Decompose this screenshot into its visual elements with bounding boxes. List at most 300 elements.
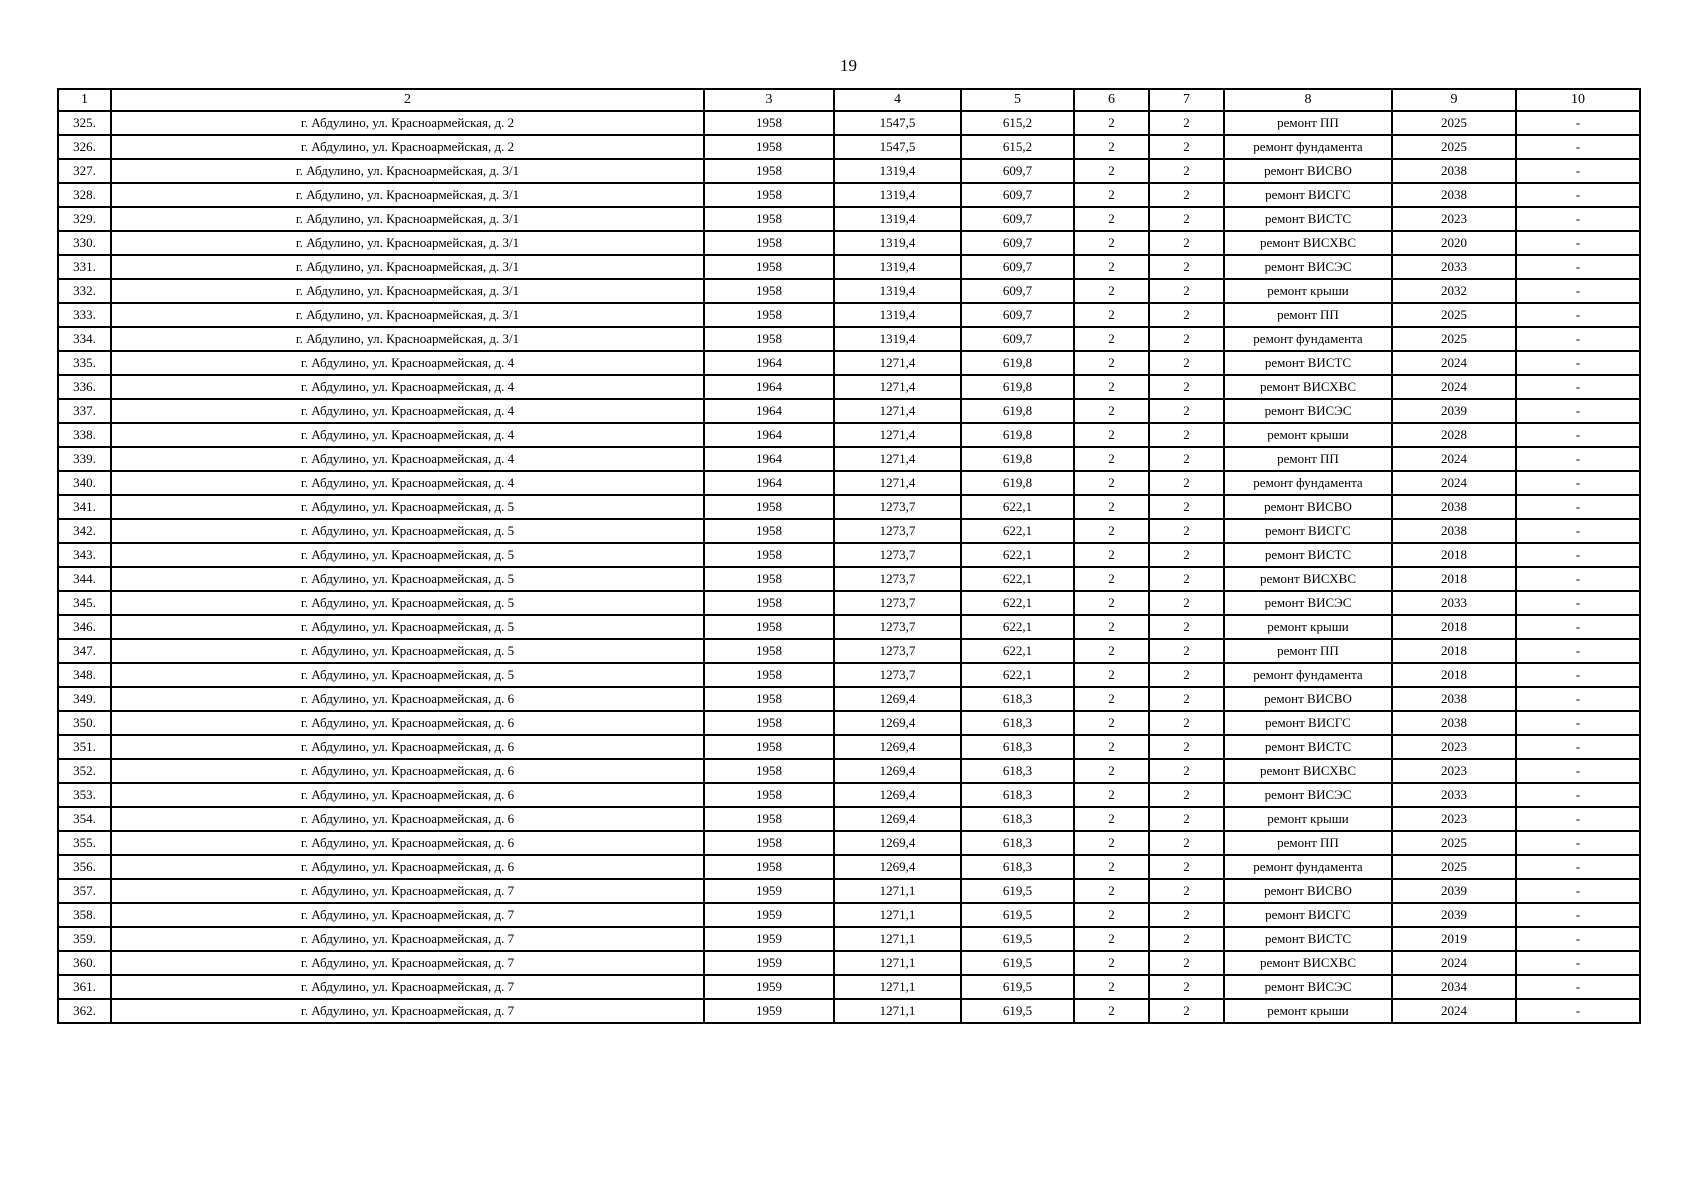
year-cell: 1959 xyxy=(704,903,834,927)
note-cell: - xyxy=(1516,255,1640,279)
table-row xyxy=(58,591,1640,615)
year-cell: 1958 xyxy=(704,855,834,879)
row-number-cell: 361. xyxy=(58,975,111,999)
row-number-cell: 330. xyxy=(58,231,111,255)
floors-cell: 2 xyxy=(1074,951,1149,975)
row-number-cell: 344. xyxy=(58,567,111,591)
table-row xyxy=(58,207,1640,231)
address-cell: г. Абдулино, ул. Красноармейская, д. 3/1 xyxy=(111,207,704,231)
note-cell: - xyxy=(1516,807,1640,831)
planned-year-cell: 2024 xyxy=(1392,447,1516,471)
total-area-cell: 1271,1 xyxy=(834,975,961,999)
table-row xyxy=(58,639,1640,663)
year-cell: 1958 xyxy=(704,255,834,279)
year-cell: 1958 xyxy=(704,735,834,759)
planned-year-cell: 2038 xyxy=(1392,687,1516,711)
row-number-cell: 342. xyxy=(58,519,111,543)
address-cell: г. Абдулино, ул. Красноармейская, д. 5 xyxy=(111,519,704,543)
entrances-cell: 2 xyxy=(1149,735,1224,759)
row-number-cell: 352. xyxy=(58,759,111,783)
entrances-cell: 2 xyxy=(1149,927,1224,951)
work-type-cell: ремонт ВИСГС xyxy=(1224,711,1392,735)
column-header: 10 xyxy=(1516,89,1640,111)
year-cell: 1964 xyxy=(704,447,834,471)
entrances-cell: 2 xyxy=(1149,231,1224,255)
total-area-cell: 1269,4 xyxy=(834,783,961,807)
floors-cell: 2 xyxy=(1074,327,1149,351)
entrances-cell: 2 xyxy=(1149,855,1224,879)
year-cell: 1958 xyxy=(704,543,834,567)
total-area-cell: 1271,1 xyxy=(834,999,961,1023)
table-row xyxy=(58,423,1640,447)
address-cell: г. Абдулино, ул. Красноармейская, д. 7 xyxy=(111,975,704,999)
living-area-cell: 618,3 xyxy=(961,759,1074,783)
row-number-cell: 355. xyxy=(58,831,111,855)
row-number-cell: 345. xyxy=(58,591,111,615)
year-cell: 1964 xyxy=(704,423,834,447)
floors-cell: 2 xyxy=(1074,855,1149,879)
floors-cell: 2 xyxy=(1074,543,1149,567)
column-header: 5 xyxy=(961,89,1074,111)
work-type-cell: ремонт ВИСЭС xyxy=(1224,591,1392,615)
year-cell: 1958 xyxy=(704,807,834,831)
address-cell: г. Абдулино, ул. Красноармейская, д. 4 xyxy=(111,399,704,423)
table-row xyxy=(58,759,1640,783)
year-cell: 1958 xyxy=(704,207,834,231)
living-area-cell: 609,7 xyxy=(961,231,1074,255)
row-number-cell: 350. xyxy=(58,711,111,735)
planned-year-cell: 2033 xyxy=(1392,783,1516,807)
living-area-cell: 618,3 xyxy=(961,831,1074,855)
planned-year-cell: 2033 xyxy=(1392,591,1516,615)
table-row xyxy=(58,495,1640,519)
work-type-cell: ремонт ВИСХВС xyxy=(1224,231,1392,255)
row-number-cell: 334. xyxy=(58,327,111,351)
planned-year-cell: 2023 xyxy=(1392,735,1516,759)
floors-cell: 2 xyxy=(1074,255,1149,279)
living-area-cell: 615,2 xyxy=(961,135,1074,159)
planned-year-cell: 2033 xyxy=(1392,255,1516,279)
total-area-cell: 1273,7 xyxy=(834,663,961,687)
address-cell: г. Абдулино, ул. Красноармейская, д. 3/1 xyxy=(111,255,704,279)
note-cell: - xyxy=(1516,615,1640,639)
total-area-cell: 1271,4 xyxy=(834,351,961,375)
year-cell: 1959 xyxy=(704,951,834,975)
note-cell: - xyxy=(1516,711,1640,735)
living-area-cell: 619,8 xyxy=(961,423,1074,447)
table-row xyxy=(58,855,1640,879)
planned-year-cell: 2038 xyxy=(1392,495,1516,519)
table-row xyxy=(58,135,1640,159)
table-row xyxy=(58,255,1640,279)
table-row xyxy=(58,375,1640,399)
row-number-cell: 349. xyxy=(58,687,111,711)
planned-year-cell: 2028 xyxy=(1392,423,1516,447)
planned-year-cell: 2018 xyxy=(1392,663,1516,687)
row-number-cell: 357. xyxy=(58,879,111,903)
note-cell: - xyxy=(1516,135,1640,159)
year-cell: 1958 xyxy=(704,135,834,159)
entrances-cell: 2 xyxy=(1149,951,1224,975)
address-cell: г. Абдулино, ул. Красноармейская, д. 6 xyxy=(111,735,704,759)
work-type-cell: ремонт ВИСТС xyxy=(1224,735,1392,759)
total-area-cell: 1319,4 xyxy=(834,207,961,231)
work-type-cell: ремонт ВИСТС xyxy=(1224,351,1392,375)
row-number-cell: 360. xyxy=(58,951,111,975)
entrances-cell: 2 xyxy=(1149,999,1224,1023)
living-area-cell: 622,1 xyxy=(961,519,1074,543)
work-type-cell: ремонт ВИСХВС xyxy=(1224,759,1392,783)
table-row xyxy=(58,879,1640,903)
work-type-cell: ремонт крыши xyxy=(1224,807,1392,831)
table-body xyxy=(58,111,1640,1023)
entrances-cell: 2 xyxy=(1149,447,1224,471)
planned-year-cell: 2024 xyxy=(1392,999,1516,1023)
planned-year-cell: 2023 xyxy=(1392,207,1516,231)
table-row xyxy=(58,711,1640,735)
note-cell: - xyxy=(1516,855,1640,879)
address-cell: г. Абдулино, ул. Красноармейская, д. 6 xyxy=(111,783,704,807)
address-cell: г. Абдулино, ул. Красноармейская, д. 4 xyxy=(111,471,704,495)
total-area-cell: 1269,4 xyxy=(834,759,961,783)
living-area-cell: 609,7 xyxy=(961,183,1074,207)
total-area-cell: 1271,4 xyxy=(834,471,961,495)
table-row xyxy=(58,615,1640,639)
year-cell: 1964 xyxy=(704,375,834,399)
note-cell: - xyxy=(1516,783,1640,807)
row-number-cell: 343. xyxy=(58,543,111,567)
table-row xyxy=(58,567,1640,591)
column-header: 8 xyxy=(1224,89,1392,111)
year-cell: 1964 xyxy=(704,399,834,423)
row-number-cell: 337. xyxy=(58,399,111,423)
address-cell: г. Абдулино, ул. Красноармейская, д. 6 xyxy=(111,759,704,783)
year-cell: 1958 xyxy=(704,591,834,615)
row-number-cell: 346. xyxy=(58,615,111,639)
table-row xyxy=(58,903,1640,927)
floors-cell: 2 xyxy=(1074,423,1149,447)
total-area-cell: 1273,7 xyxy=(834,591,961,615)
living-area-cell: 622,1 xyxy=(961,615,1074,639)
column-header: 4 xyxy=(834,89,961,111)
address-cell: г. Абдулино, ул. Красноармейская, д. 3/1 xyxy=(111,159,704,183)
address-cell: г. Абдулино, ул. Красноармейская, д. 5 xyxy=(111,615,704,639)
column-header: 2 xyxy=(111,89,704,111)
note-cell: - xyxy=(1516,111,1640,135)
total-area-cell: 1269,4 xyxy=(834,687,961,711)
floors-cell: 2 xyxy=(1074,495,1149,519)
entrances-cell: 2 xyxy=(1149,831,1224,855)
row-number-cell: 328. xyxy=(58,183,111,207)
address-cell: г. Абдулино, ул. Красноармейская, д. 7 xyxy=(111,879,704,903)
planned-year-cell: 2025 xyxy=(1392,831,1516,855)
floors-cell: 2 xyxy=(1074,807,1149,831)
living-area-cell: 619,5 xyxy=(961,879,1074,903)
work-type-cell: ремонт ПП xyxy=(1224,639,1392,663)
entrances-cell: 2 xyxy=(1149,111,1224,135)
work-type-cell: ремонт ВИСВО xyxy=(1224,495,1392,519)
floors-cell: 2 xyxy=(1074,159,1149,183)
table-row xyxy=(58,111,1640,135)
floors-cell: 2 xyxy=(1074,711,1149,735)
living-area-cell: 622,1 xyxy=(961,639,1074,663)
row-number-cell: 348. xyxy=(58,663,111,687)
total-area-cell: 1319,4 xyxy=(834,255,961,279)
floors-cell: 2 xyxy=(1074,687,1149,711)
year-cell: 1958 xyxy=(704,687,834,711)
living-area-cell: 609,7 xyxy=(961,327,1074,351)
work-type-cell: ремонт ВИСТС xyxy=(1224,207,1392,231)
living-area-cell: 622,1 xyxy=(961,591,1074,615)
living-area-cell: 622,1 xyxy=(961,567,1074,591)
year-cell: 1959 xyxy=(704,879,834,903)
table-row xyxy=(58,303,1640,327)
total-area-cell: 1269,4 xyxy=(834,855,961,879)
note-cell: - xyxy=(1516,663,1640,687)
planned-year-cell: 2023 xyxy=(1392,759,1516,783)
table-row xyxy=(58,999,1640,1023)
entrances-cell: 2 xyxy=(1149,879,1224,903)
floors-cell: 2 xyxy=(1074,399,1149,423)
planned-year-cell: 2038 xyxy=(1392,183,1516,207)
total-area-cell: 1271,4 xyxy=(834,399,961,423)
planned-year-cell: 2038 xyxy=(1392,711,1516,735)
floors-cell: 2 xyxy=(1074,975,1149,999)
floors-cell: 2 xyxy=(1074,279,1149,303)
planned-year-cell: 2024 xyxy=(1392,951,1516,975)
entrances-cell: 2 xyxy=(1149,567,1224,591)
entrances-cell: 2 xyxy=(1149,543,1224,567)
planned-year-cell: 2024 xyxy=(1392,375,1516,399)
address-cell: г. Абдулино, ул. Красноармейская, д. 5 xyxy=(111,567,704,591)
table-row xyxy=(58,783,1640,807)
address-cell: г. Абдулино, ул. Красноармейская, д. 2 xyxy=(111,111,704,135)
total-area-cell: 1269,4 xyxy=(834,711,961,735)
address-cell: г. Абдулино, ул. Красноармейская, д. 7 xyxy=(111,951,704,975)
total-area-cell: 1271,1 xyxy=(834,903,961,927)
year-cell: 1958 xyxy=(704,615,834,639)
note-cell: - xyxy=(1516,519,1640,543)
entrances-cell: 2 xyxy=(1149,207,1224,231)
entrances-cell: 2 xyxy=(1149,687,1224,711)
entrances-cell: 2 xyxy=(1149,903,1224,927)
year-cell: 1958 xyxy=(704,111,834,135)
note-cell: - xyxy=(1516,687,1640,711)
work-type-cell: ремонт ВИСХВС xyxy=(1224,375,1392,399)
address-cell: г. Абдулино, ул. Красноармейская, д. 6 xyxy=(111,831,704,855)
row-number-cell: 336. xyxy=(58,375,111,399)
planned-year-cell: 2024 xyxy=(1392,351,1516,375)
row-number-cell: 326. xyxy=(58,135,111,159)
row-number-cell: 340. xyxy=(58,471,111,495)
living-area-cell: 609,7 xyxy=(961,303,1074,327)
total-area-cell: 1319,4 xyxy=(834,327,961,351)
table-row xyxy=(58,159,1640,183)
floors-cell: 2 xyxy=(1074,615,1149,639)
work-type-cell: ремонт фундамента xyxy=(1224,327,1392,351)
year-cell: 1958 xyxy=(704,327,834,351)
floors-cell: 2 xyxy=(1074,303,1149,327)
note-cell: - xyxy=(1516,399,1640,423)
floors-cell: 2 xyxy=(1074,447,1149,471)
address-cell: г. Абдулино, ул. Красноармейская, д. 3/1 xyxy=(111,183,704,207)
entrances-cell: 2 xyxy=(1149,519,1224,543)
address-cell: г. Абдулино, ул. Красноармейская, д. 5 xyxy=(111,591,704,615)
row-number-cell: 362. xyxy=(58,999,111,1023)
living-area-cell: 622,1 xyxy=(961,495,1074,519)
living-area-cell: 618,3 xyxy=(961,687,1074,711)
floors-cell: 2 xyxy=(1074,111,1149,135)
note-cell: - xyxy=(1516,303,1640,327)
planned-year-cell: 2024 xyxy=(1392,471,1516,495)
note-cell: - xyxy=(1516,639,1640,663)
work-type-cell: ремонт ВИСВО xyxy=(1224,687,1392,711)
table-row xyxy=(58,975,1640,999)
entrances-cell: 2 xyxy=(1149,711,1224,735)
year-cell: 1958 xyxy=(704,567,834,591)
planned-year-cell: 2025 xyxy=(1392,111,1516,135)
entrances-cell: 2 xyxy=(1149,135,1224,159)
work-type-cell: ремонт ПП xyxy=(1224,303,1392,327)
entrances-cell: 2 xyxy=(1149,255,1224,279)
work-type-cell: ремонт ПП xyxy=(1224,831,1392,855)
note-cell: - xyxy=(1516,183,1640,207)
entrances-cell: 2 xyxy=(1149,303,1224,327)
table-row xyxy=(58,519,1640,543)
year-cell: 1958 xyxy=(704,231,834,255)
table-row xyxy=(58,231,1640,255)
total-area-cell: 1269,4 xyxy=(834,831,961,855)
column-header: 6 xyxy=(1074,89,1149,111)
planned-year-cell: 2019 xyxy=(1392,927,1516,951)
note-cell: - xyxy=(1516,927,1640,951)
living-area-cell: 619,5 xyxy=(961,927,1074,951)
table-row xyxy=(58,447,1640,471)
row-number-cell: 338. xyxy=(58,423,111,447)
work-type-cell: ремонт ВИСЭС xyxy=(1224,399,1392,423)
work-type-cell: ремонт ВИСВО xyxy=(1224,159,1392,183)
address-cell: г. Абдулино, ул. Красноармейская, д. 5 xyxy=(111,543,704,567)
planned-year-cell: 2025 xyxy=(1392,327,1516,351)
address-cell: г. Абдулино, ул. Красноармейская, д. 4 xyxy=(111,375,704,399)
year-cell: 1959 xyxy=(704,927,834,951)
note-cell: - xyxy=(1516,999,1640,1023)
living-area-cell: 618,3 xyxy=(961,855,1074,879)
address-cell: г. Абдулино, ул. Красноармейская, д. 4 xyxy=(111,423,704,447)
floors-cell: 2 xyxy=(1074,999,1149,1023)
column-header: 7 xyxy=(1149,89,1224,111)
year-cell: 1958 xyxy=(704,303,834,327)
table-row xyxy=(58,183,1640,207)
note-cell: - xyxy=(1516,423,1640,447)
row-number-cell: 325. xyxy=(58,111,111,135)
work-type-cell: ремонт ПП xyxy=(1224,111,1392,135)
floors-cell: 2 xyxy=(1074,591,1149,615)
living-area-cell: 619,8 xyxy=(961,399,1074,423)
living-area-cell: 618,3 xyxy=(961,711,1074,735)
total-area-cell: 1273,7 xyxy=(834,615,961,639)
address-cell: г. Абдулино, ул. Красноармейская, д. 5 xyxy=(111,639,704,663)
total-area-cell: 1319,4 xyxy=(834,303,961,327)
total-area-cell: 1547,5 xyxy=(834,111,961,135)
year-cell: 1958 xyxy=(704,183,834,207)
entrances-cell: 2 xyxy=(1149,183,1224,207)
table-row xyxy=(58,471,1640,495)
planned-year-cell: 2038 xyxy=(1392,519,1516,543)
total-area-cell: 1271,4 xyxy=(834,375,961,399)
floors-cell: 2 xyxy=(1074,351,1149,375)
total-area-cell: 1271,1 xyxy=(834,951,961,975)
living-area-cell: 615,2 xyxy=(961,111,1074,135)
work-type-cell: ремонт ВИСГС xyxy=(1224,183,1392,207)
page-number: 19 xyxy=(840,56,857,75)
planned-year-cell: 2018 xyxy=(1392,543,1516,567)
entrances-cell: 2 xyxy=(1149,279,1224,303)
total-area-cell: 1273,7 xyxy=(834,567,961,591)
address-cell: г. Абдулино, ул. Красноармейская, д. 3/1 xyxy=(111,303,704,327)
work-type-cell: ремонт ВИСТС xyxy=(1224,543,1392,567)
note-cell: - xyxy=(1516,591,1640,615)
year-cell: 1964 xyxy=(704,471,834,495)
floors-cell: 2 xyxy=(1074,471,1149,495)
work-type-cell: ремонт ВИСЭС xyxy=(1224,783,1392,807)
total-area-cell: 1319,4 xyxy=(834,183,961,207)
living-area-cell: 609,7 xyxy=(961,207,1074,231)
living-area-cell: 619,5 xyxy=(961,903,1074,927)
note-cell: - xyxy=(1516,567,1640,591)
row-number-cell: 332. xyxy=(58,279,111,303)
table-row xyxy=(58,543,1640,567)
row-number-cell: 358. xyxy=(58,903,111,927)
address-cell: г. Абдулино, ул. Красноармейская, д. 6 xyxy=(111,855,704,879)
living-area-cell: 619,8 xyxy=(961,375,1074,399)
entrances-cell: 2 xyxy=(1149,423,1224,447)
living-area-cell: 619,8 xyxy=(961,351,1074,375)
table-row xyxy=(58,399,1640,423)
total-area-cell: 1271,1 xyxy=(834,879,961,903)
note-cell: - xyxy=(1516,951,1640,975)
total-area-cell: 1319,4 xyxy=(834,231,961,255)
work-type-cell: ремонт фундамента xyxy=(1224,471,1392,495)
address-cell: г. Абдулино, ул. Красноармейская, д. 4 xyxy=(111,351,704,375)
floors-cell: 2 xyxy=(1074,639,1149,663)
work-type-cell: ремонт ВИСГС xyxy=(1224,903,1392,927)
address-cell: г. Абдулино, ул. Красноармейская, д. 5 xyxy=(111,663,704,687)
work-type-cell: ремонт фундамента xyxy=(1224,135,1392,159)
note-cell: - xyxy=(1516,495,1640,519)
floors-cell: 2 xyxy=(1074,183,1149,207)
total-area-cell: 1547,5 xyxy=(834,135,961,159)
floors-cell: 2 xyxy=(1074,231,1149,255)
floors-cell: 2 xyxy=(1074,759,1149,783)
row-number-cell: 356. xyxy=(58,855,111,879)
note-cell: - xyxy=(1516,831,1640,855)
row-number-cell: 359. xyxy=(58,927,111,951)
address-cell: г. Абдулино, ул. Красноармейская, д. 7 xyxy=(111,903,704,927)
note-cell: - xyxy=(1516,207,1640,231)
year-cell: 1958 xyxy=(704,663,834,687)
total-area-cell: 1319,4 xyxy=(834,279,961,303)
planned-year-cell: 2034 xyxy=(1392,975,1516,999)
entrances-cell: 2 xyxy=(1149,639,1224,663)
year-cell: 1958 xyxy=(704,831,834,855)
entrances-cell: 2 xyxy=(1149,663,1224,687)
planned-year-cell: 2023 xyxy=(1392,807,1516,831)
entrances-cell: 2 xyxy=(1149,807,1224,831)
living-area-cell: 619,5 xyxy=(961,951,1074,975)
address-cell: г. Абдулино, ул. Красноармейская, д. 2 xyxy=(111,135,704,159)
planned-year-cell: 2018 xyxy=(1392,615,1516,639)
